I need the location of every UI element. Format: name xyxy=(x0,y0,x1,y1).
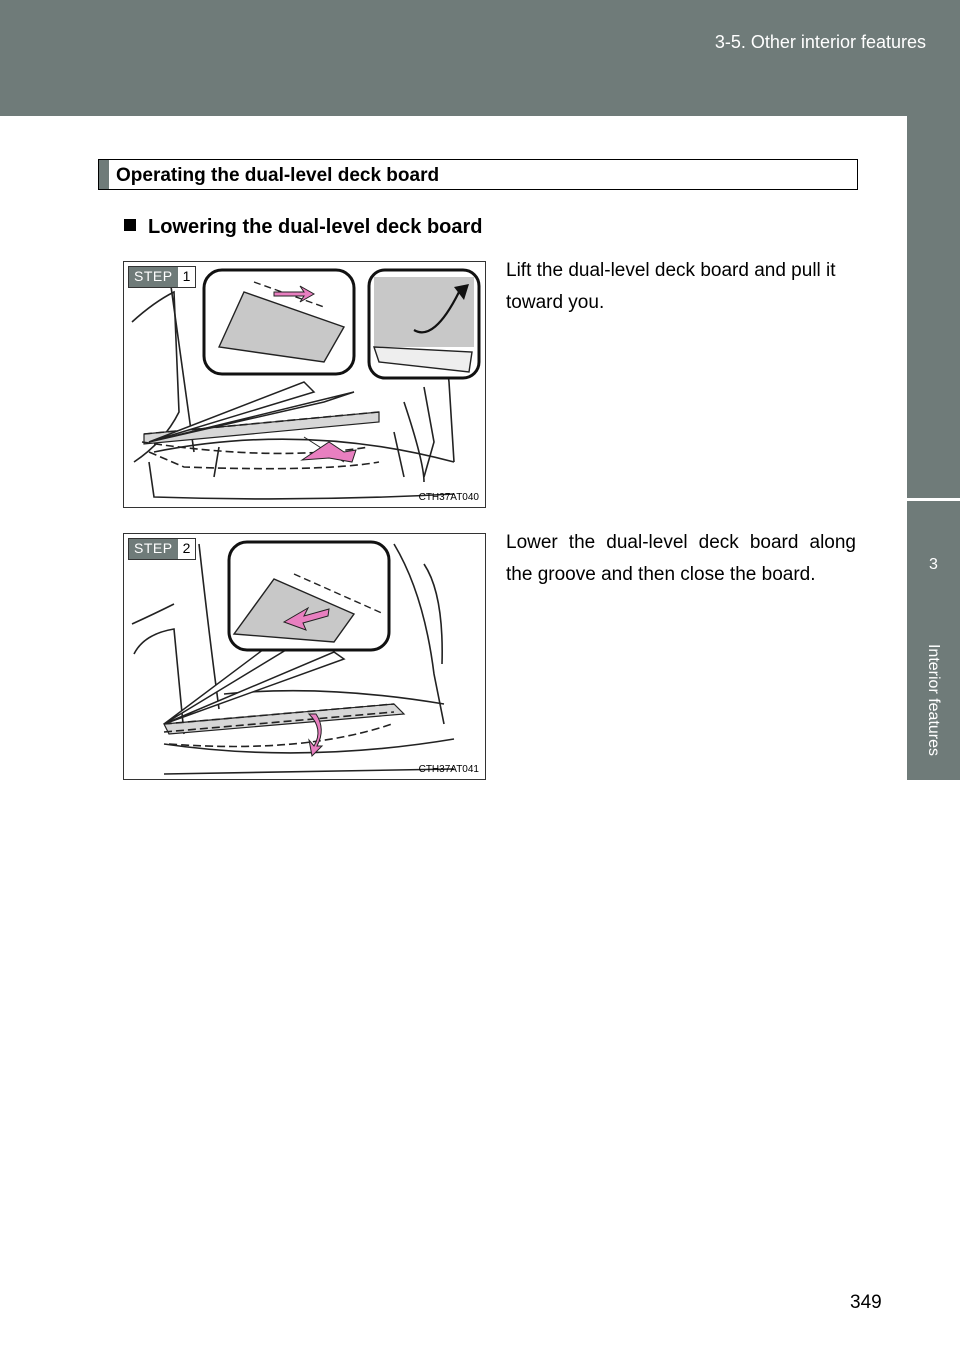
step-2-number: 2 xyxy=(178,539,196,559)
step-1-illustration xyxy=(123,261,486,508)
section-heading-bar xyxy=(99,160,109,189)
cargo-area-drawing-2 xyxy=(124,534,486,780)
page-header xyxy=(0,0,960,116)
cargo-area-drawing-1 xyxy=(124,262,486,508)
step-2-figure-code: CTH37AT041 xyxy=(418,764,479,775)
page-number: 349 xyxy=(850,1292,882,1313)
step-2-illustration xyxy=(123,533,486,780)
header-title: 3-5. Other interior features xyxy=(714,32,926,52)
side-tab-divider xyxy=(907,498,960,501)
chapter-number: 3 xyxy=(929,556,938,573)
square-bullet-icon xyxy=(124,219,136,231)
step-1-badge xyxy=(128,266,196,288)
step-1-word: STEP xyxy=(129,267,178,287)
section-title: Operating the dual-level deck board xyxy=(116,165,440,186)
chapter-label: Interior features xyxy=(925,643,942,757)
subsection-heading xyxy=(124,216,483,239)
step-2-text: Lower the dual-level deck board along the groove and then close the board. xyxy=(506,532,856,585)
step-1-number: 1 xyxy=(178,267,196,287)
step-2-word: STEP xyxy=(129,539,178,559)
step-1-figure-code: CTH37AT040 xyxy=(418,492,479,503)
step-1-text: Lift the dual-level deck board and pull it toward you. xyxy=(506,260,836,313)
section-heading-box xyxy=(98,159,858,190)
step-2-badge xyxy=(128,538,196,560)
subsection-title: Lowering the dual-level deck board xyxy=(148,216,483,238)
